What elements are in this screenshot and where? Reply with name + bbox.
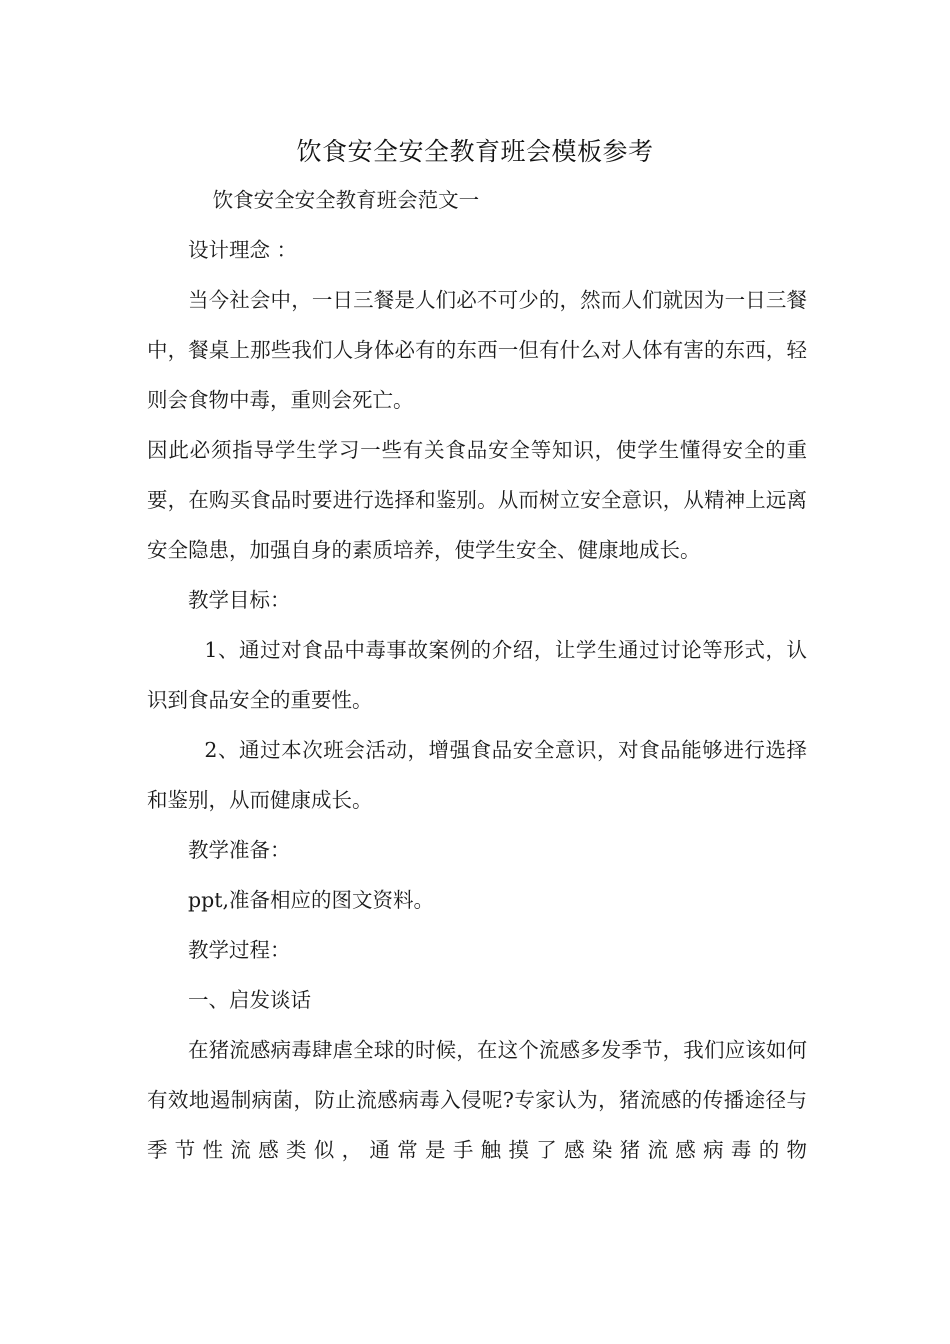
body-paragraph: 当今社会中，一日三餐是人们必不可少的，然而人们就因为一日三餐中，餐桌上那些我们人身体必有的东西一但有什么对人体有害的东西，轻则会食物中毒，重则会死亡。 <box>147 288 807 412</box>
document-body <box>147 175 807 1175</box>
body-paragraph: 因此必须指导学生学习一些有关食品安全等知识，使学生懂得安全的重要，在购买食品时要进行选择和鉴别。从而树立安全意识，从精神上远离安全隐患，加强自身的素质培养，使学生安全、健康地成长。 <box>147 438 807 562</box>
design-concept-heading: 设计理念 ： <box>188 238 298 262</box>
body-paragraph: 在猪流感病毒肆虐全球的时候，在这个流感多发季节，我们应该如何有效地遏制病菌，防止流感病毒入侵呢?专家认为，猪流感的传播途径与季节性流感类似，通常是手触摸了感染猪流感病毒的物 <box>147 1038 807 1162</box>
goal-item: 2、通过本次班会活动，增强食品安全意识，对食品能够进行选择和鉴别，从而健康成长。 <box>147 738 807 812</box>
document-title: 饮食安全安全教育班会模板参考 <box>296 137 654 166</box>
teaching-process-heading: 教学过程： <box>188 938 291 962</box>
teaching-prep-heading: 教学准备： <box>188 838 291 862</box>
goal-item: 1、通过对食品中毒事故案例的介绍，让学生通过讨论等形式，认识到食品安全的重要性。 <box>147 638 807 712</box>
teaching-goals-heading: 教学目标： <box>188 588 291 612</box>
subtitle-paragraph: 饮食安全安全教育班会范文一 <box>212 188 480 212</box>
section-heading: 一、启发谈话 <box>188 988 311 1012</box>
prep-item: ppt,准备相应的图文资料。 <box>188 888 434 912</box>
